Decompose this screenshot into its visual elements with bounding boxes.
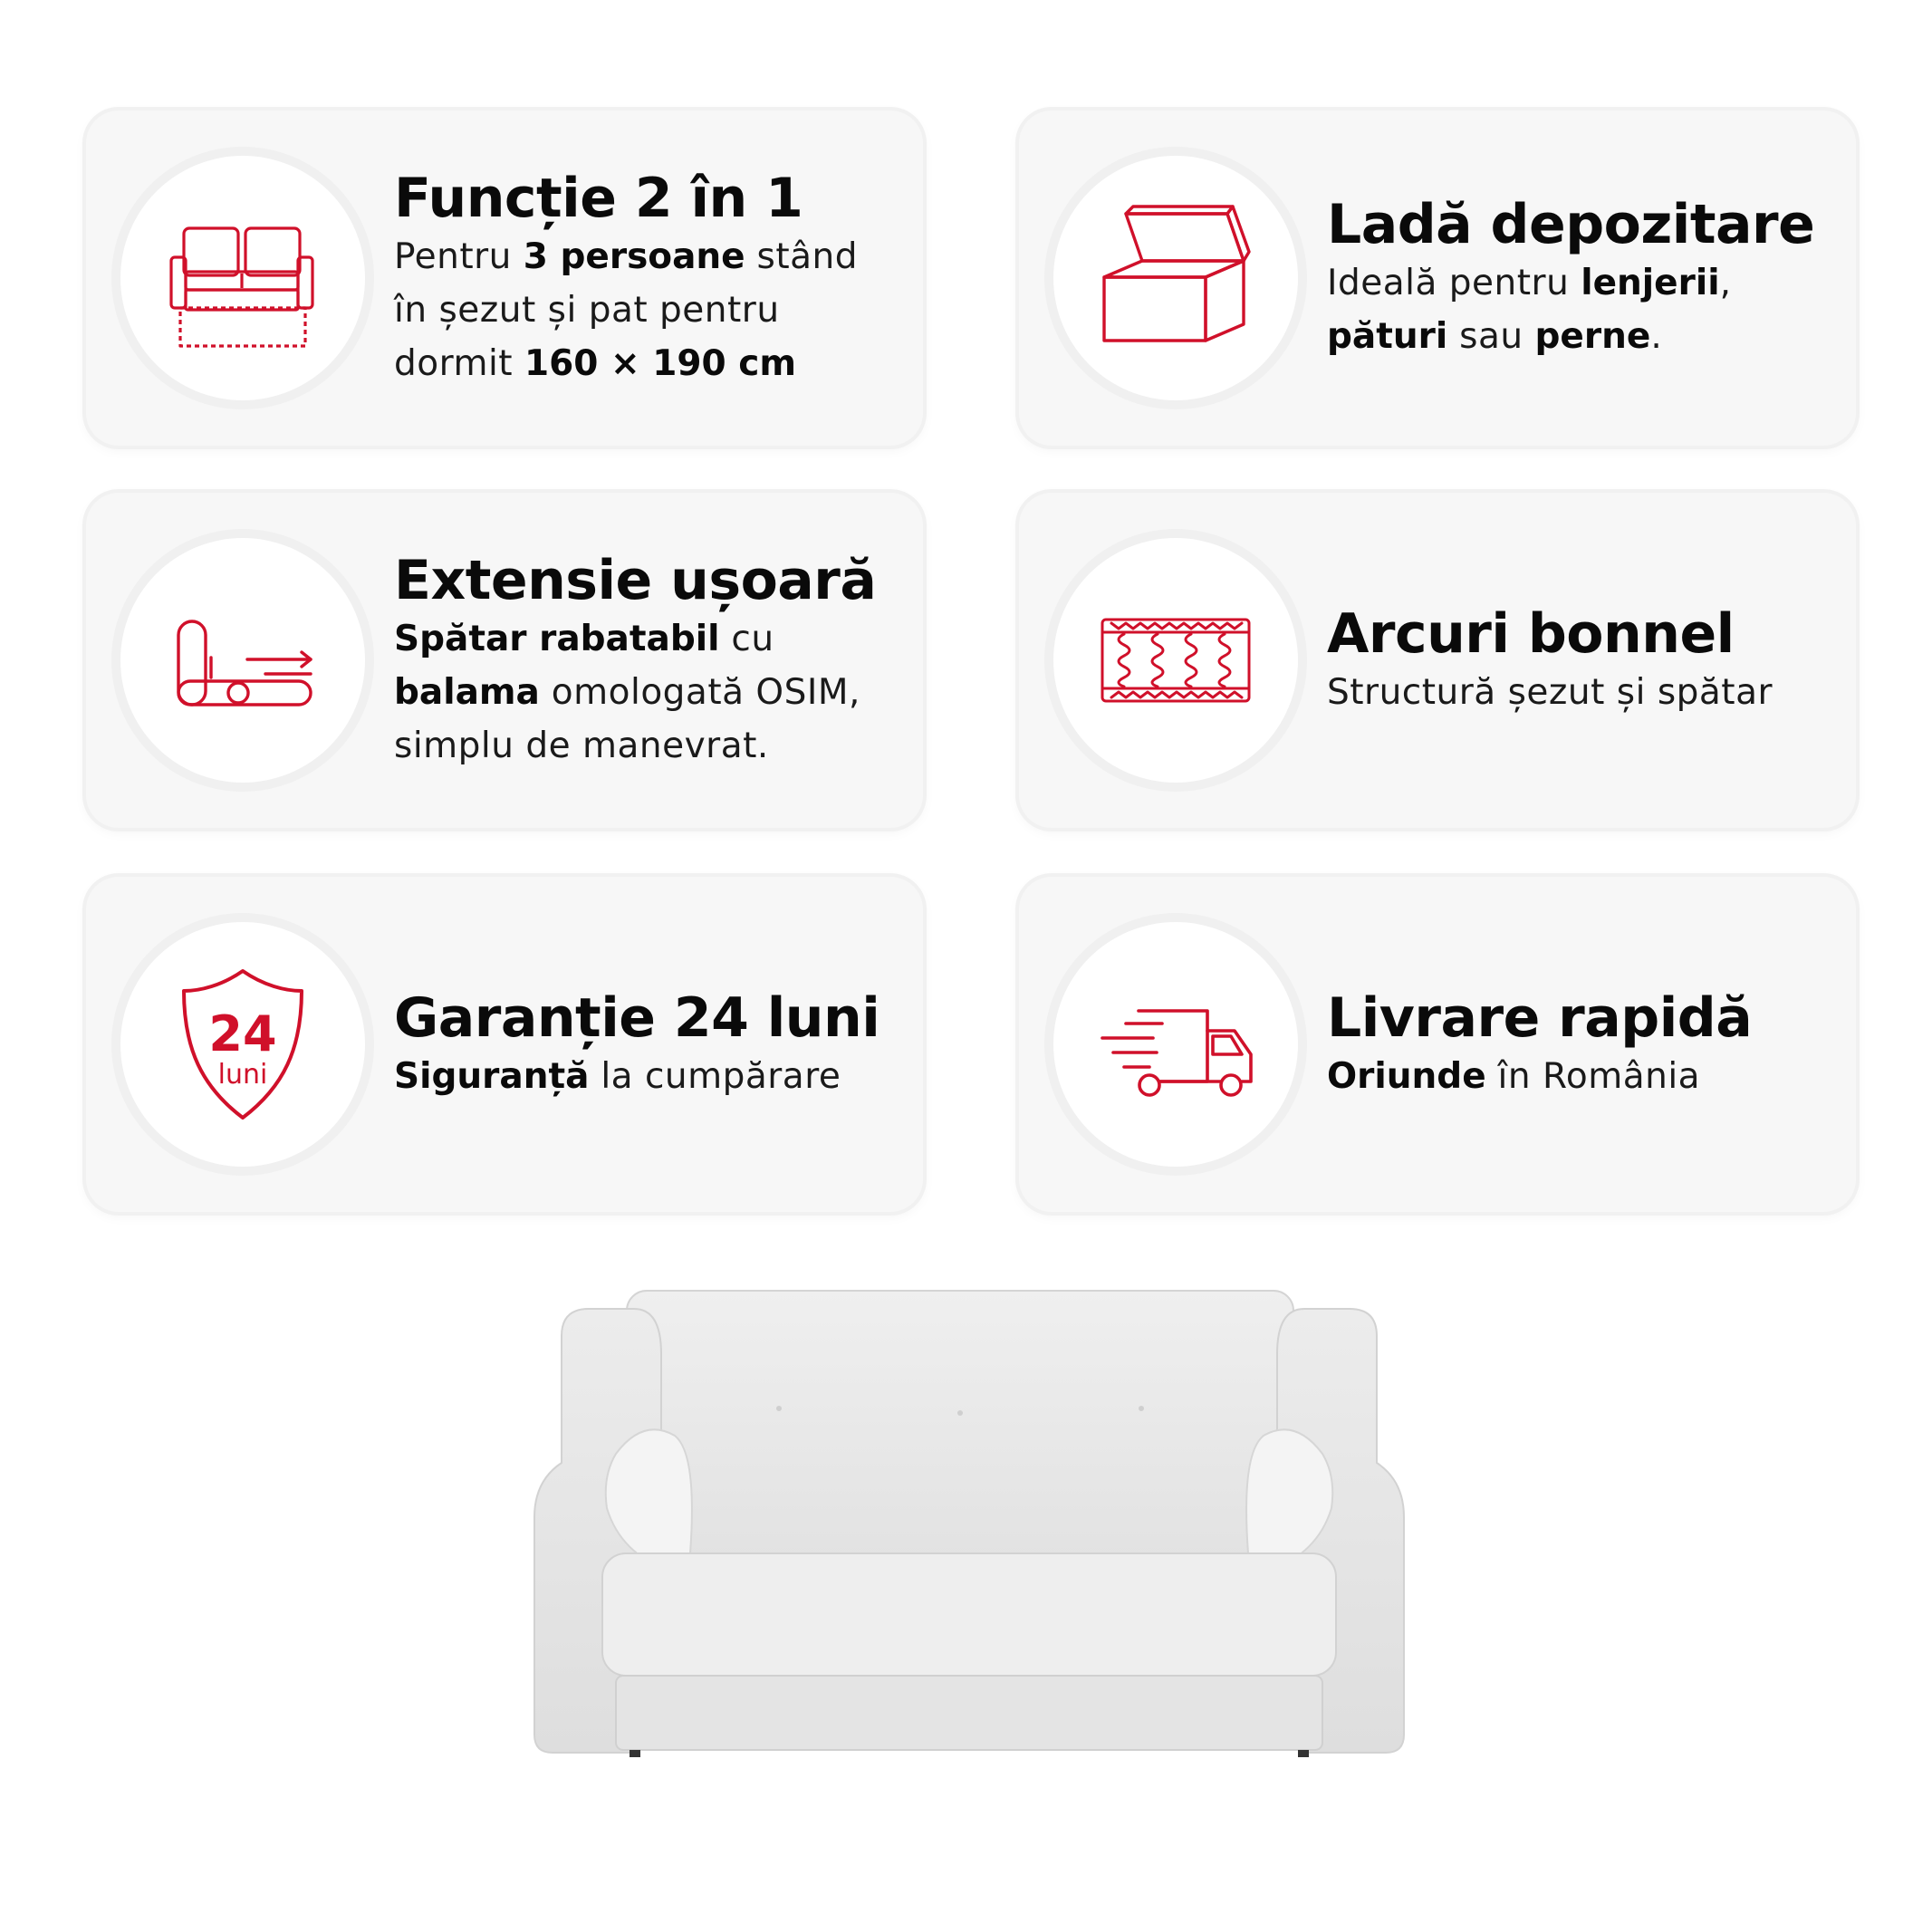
feature-description: Ideală pentru lenjerii, pături sau perne. (1327, 263, 1732, 357)
feature-card-warranty (86, 877, 923, 1212)
warranty-shield-icon (166, 967, 320, 1121)
feature-title: Funcție 2 în 1 (394, 166, 803, 230)
icon-circle (1053, 922, 1298, 1167)
sofa-bed-icon (166, 201, 320, 355)
feature-description: Siguranță la cumpărare (394, 1055, 841, 1097)
recline-extension-icon (166, 583, 320, 737)
feature-title: Arcuri bonnel (1327, 601, 1735, 666)
feature-description: Oriunde în România (1327, 1055, 1701, 1097)
feature-card-delivery (1019, 877, 1856, 1212)
warranty-unit: luni (217, 1059, 268, 1091)
icon-circle (120, 922, 365, 1167)
feature-title: Ladă depozitare (1327, 193, 1815, 256)
feature-card-extension (86, 493, 923, 828)
feature-title: Extensie ușoară (394, 548, 877, 612)
sofa-image (525, 1282, 1413, 1789)
feature-card-storage (1019, 111, 1856, 446)
spring-mattress-icon (1099, 583, 1253, 737)
icon-circle (120, 156, 365, 400)
feature-card-springs (1019, 493, 1856, 828)
icon-circle (1053, 156, 1298, 400)
feature-title: Garanție 24 luni (394, 985, 880, 1050)
icon-circle (1053, 538, 1298, 783)
feature-description: Spătar rabatabil cu balama omologată OSIM, simplu de manevrat. (394, 618, 860, 766)
storage-box-icon (1099, 201, 1253, 355)
delivery-truck-icon (1099, 967, 1253, 1121)
feature-description: Structură șezut și spătar (1327, 671, 1773, 713)
icon-circle (120, 538, 365, 783)
feature-card-2in1 (86, 111, 923, 446)
warranty-number: 24 (208, 1005, 277, 1062)
feature-description: Pentru 3 persoane stând în șezut și pat pentru dormit 160 × 190 cm (394, 235, 859, 384)
feature-title: Livrare rapidă (1327, 985, 1753, 1050)
